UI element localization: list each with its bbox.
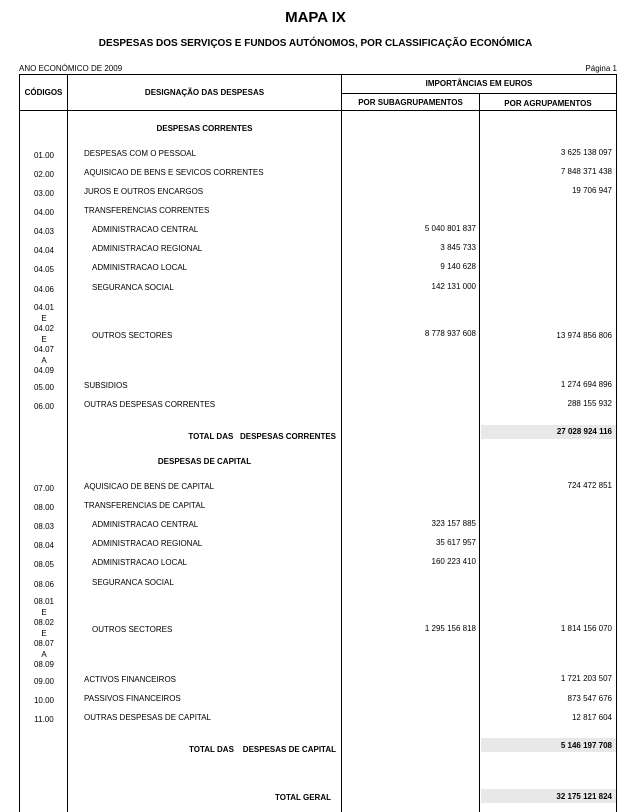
- document-subtitle: DESPESAS DOS SERVIÇOS E FUNDOS AUTÓNOMOS, POR CLASSIFICAÇÃO ECONÓMICA: [98, 38, 533, 49]
- row-subagrupamento-value: 1 295 156 818: [424, 624, 476, 633]
- fiscal-year-label: ANO ECONÓMICO DE 2009: [19, 64, 123, 73]
- row-code: 07.00: [33, 484, 55, 493]
- row-description: SEGURANCA SOCIAL: [92, 578, 174, 587]
- total-correntes-label: TOTAL DAS DESPESAS CORRENTES: [188, 432, 336, 441]
- total-capital-label: TOTAL DAS DESPESAS DE CAPITAL: [189, 745, 336, 754]
- row-description: ACTIVOS FINANCEIROS: [84, 675, 177, 684]
- row-agrupamento-value: 12 817 604: [571, 713, 612, 722]
- row-subagrupamento-value: 8 778 937 608: [424, 329, 476, 338]
- header-codigos: CÓDIGOS: [24, 88, 63, 97]
- row-code: 04.03: [33, 227, 55, 236]
- row-description: JUROS E OUTROS ENCARGOS: [84, 187, 204, 196]
- row-code: 04.00: [33, 208, 55, 217]
- row-description: TRANSFERENCIAS CORRENTES: [84, 206, 210, 215]
- row-code: 04.06: [33, 285, 55, 294]
- header-designacao: DESIGNAÇÃO DAS DESPESAS: [144, 88, 265, 97]
- header-bottom-border: [19, 110, 617, 111]
- row-description: AQUISICAO DE BENS E SEVICOS CORRENTES: [84, 168, 264, 177]
- row-code: 06.00: [33, 402, 55, 411]
- header-subagrupamentos: POR SUBAGRUPAMENTOS: [358, 98, 463, 107]
- row-description: ADMINISTRACAO REGIONAL: [92, 244, 203, 253]
- row-description: ADMINISTRACAO REGIONAL: [92, 539, 203, 548]
- row-description: ADMINISTRACAO CENTRAL: [92, 225, 199, 234]
- header-importancias: IMPORTÂNCIAS EM EUROS: [425, 79, 533, 88]
- row-description: DESPESAS COM O PESSOAL: [84, 149, 197, 158]
- row-agrupamento-value: 7 848 371 438: [560, 167, 612, 176]
- row-code-range: 04.01 E 04.02 E 04.07 A 04.09: [33, 303, 55, 375]
- row-subagrupamento-value: 142 131 000: [431, 282, 476, 291]
- row-agrupamento-value: 288 155 932: [567, 399, 612, 408]
- row-description: OUTRAS DESPESAS DE CAPITAL: [84, 713, 211, 722]
- row-code: 04.05: [33, 265, 55, 274]
- row-code: 01.00: [33, 151, 55, 160]
- row-subagrupamento-value: 5 040 801 837: [424, 224, 476, 233]
- row-description: ADMINISTRACAO LOCAL: [92, 263, 188, 272]
- row-code: 04.04: [33, 246, 55, 255]
- row-agrupamento-value: 13 974 856 806: [556, 331, 612, 340]
- row-code: 08.00: [33, 503, 55, 512]
- row-code: 10.00: [33, 696, 55, 705]
- row-code: 08.06: [33, 580, 55, 589]
- section-heading-correntes: DESPESAS CORRENTES: [156, 124, 253, 133]
- row-subagrupamento-value: 3 845 733: [440, 243, 476, 252]
- row-agrupamento-value: 19 706 947: [571, 186, 612, 195]
- row-code-range: 08.01 E 08.02 E 08.07 A 08.09: [33, 597, 55, 669]
- page-number: Página 1: [585, 64, 617, 73]
- row-code: 09.00: [33, 677, 55, 686]
- row-code: 08.03: [33, 522, 55, 531]
- row-code: 02.00: [33, 170, 55, 179]
- row-subagrupamento-value: 323 157 885: [431, 519, 476, 528]
- row-description: TRANSFERENCIAS DE CAPITAL: [84, 501, 206, 510]
- row-description: AQUISICAO DE BENS DE CAPITAL: [84, 482, 215, 491]
- total-correntes-value: 27 028 924 116: [556, 427, 612, 436]
- row-description: PASSIVOS FINANCEIROS: [84, 694, 181, 703]
- row-agrupamento-value: 1 274 694 896: [560, 380, 612, 389]
- row-subagrupamento-value: 160 223 410: [431, 557, 476, 566]
- table-right-border: [616, 74, 617, 812]
- total-capital-value: 5 146 197 708: [560, 741, 612, 750]
- column-divider: [479, 93, 480, 812]
- row-code: 08.05: [33, 560, 55, 569]
- row-agrupamento-value: 724 472 851: [567, 481, 612, 490]
- row-code: 11.00: [34, 715, 54, 724]
- row-code: 05.00: [33, 383, 55, 392]
- row-subagrupamento-value: 35 617 957: [435, 538, 476, 547]
- row-description: ADMINISTRACAO CENTRAL: [92, 520, 199, 529]
- row-code: 03.00: [33, 189, 55, 198]
- row-description: OUTRAS DESPESAS CORRENTES: [84, 400, 216, 409]
- row-code: 08.04: [33, 541, 55, 550]
- header-agrupamentos: POR AGRUPAMENTOS: [504, 99, 592, 108]
- section-heading-capital: DESPESAS DE CAPITAL: [157, 457, 252, 466]
- row-agrupamento-value: 873 547 676: [567, 694, 612, 703]
- column-divider: [341, 74, 342, 812]
- row-agrupamento-value: 1 721 203 507: [560, 674, 612, 683]
- row-description: SEGURANCA SOCIAL: [92, 283, 174, 292]
- row-agrupamento-value: 3 625 138 097: [560, 148, 612, 157]
- row-description: ADMINISTRACAO LOCAL: [92, 558, 188, 567]
- table-top-border: [19, 74, 617, 75]
- total-geral-value: 32 175 121 824: [556, 792, 612, 801]
- row-subagrupamento-value: 9 140 628: [440, 262, 476, 271]
- row-description: SUBSIDIOS: [84, 381, 128, 390]
- row-description: OUTROS SECTORES: [92, 331, 173, 340]
- document-title: MAPA IX: [285, 9, 346, 26]
- row-agrupamento-value: 1 814 156 070: [560, 624, 612, 633]
- total-geral-label: TOTAL GERAL: [275, 793, 331, 802]
- row-description: OUTROS SECTORES: [92, 625, 173, 634]
